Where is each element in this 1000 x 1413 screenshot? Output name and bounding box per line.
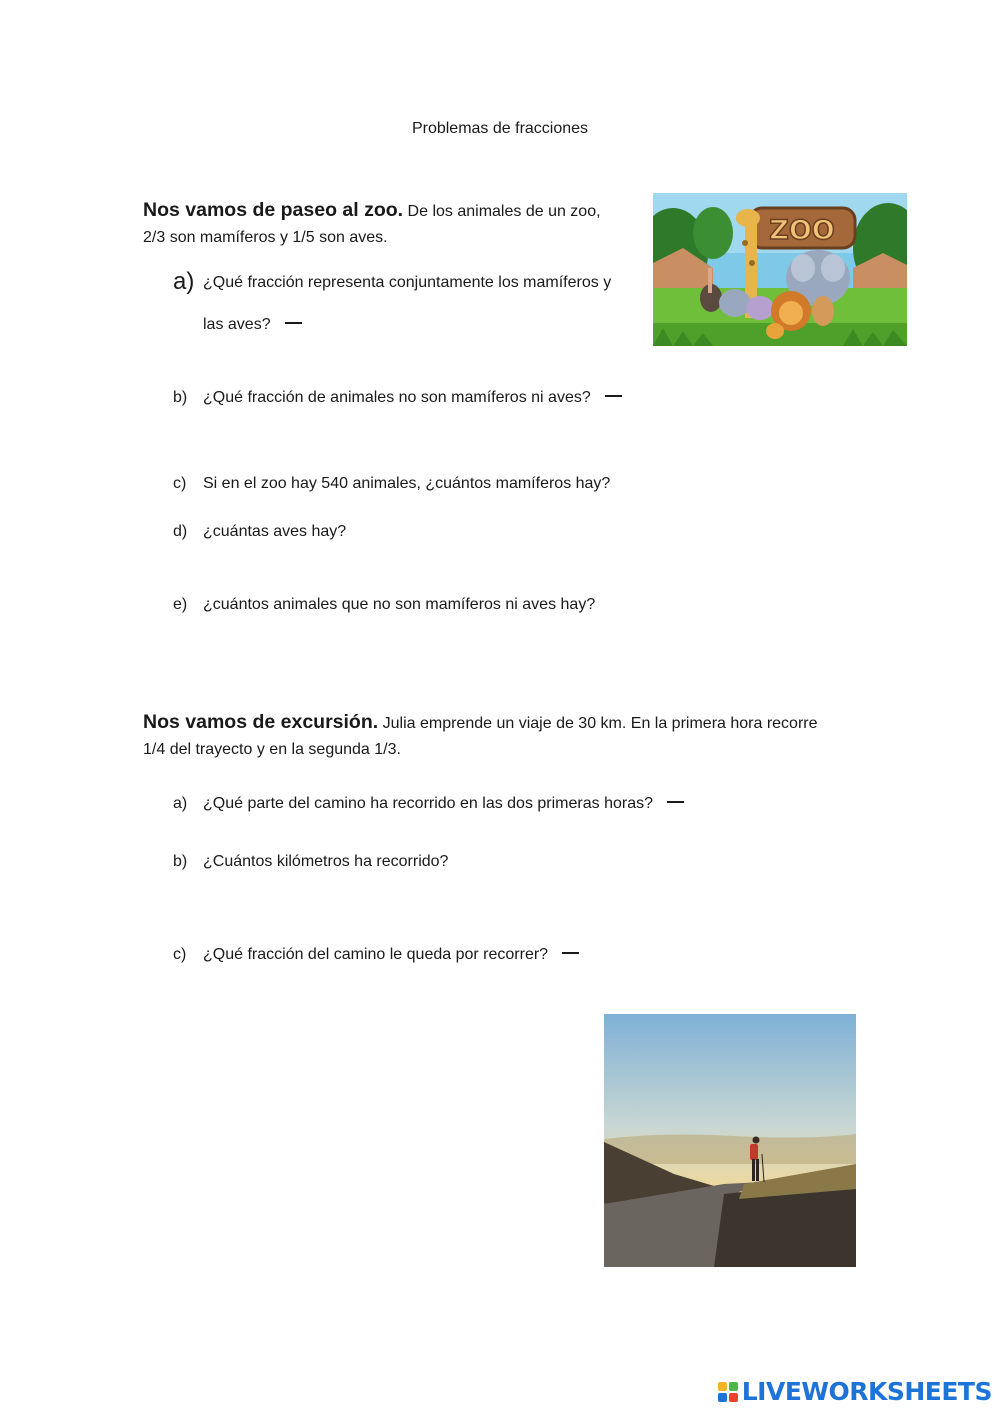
zoo-question-e-text: ¿cuántos animales que no son mamíferos ni aves hay?	[203, 596, 596, 613]
page-title: Problemas de fracciones	[411, 120, 589, 137]
brand-name: LIVEWORKSHEETS	[741, 1377, 992, 1406]
zoo-question-c-label: c)	[173, 475, 187, 492]
trip-question-c-text: ¿Qué fracción del camino le queda por recorrer?	[203, 946, 549, 963]
trip-question-b-text: ¿Cuántos kilómetros ha recorrido?	[203, 853, 449, 870]
zoo-question-d	[0, 523, 1000, 545]
zoo-answer-a-blank[interactable]	[285, 322, 302, 324]
trip-intro-line1: Julia emprende un viaje de 30 km. En la primera hora recorre	[382, 715, 818, 732]
zoo-heading: Nos vamos de paseo al zoo.	[143, 199, 404, 221]
zoo-question-a-label: a)	[173, 268, 195, 295]
zoo-question-d-text: ¿cuántas aves hay?	[203, 523, 347, 540]
trip-question-c	[0, 946, 1000, 968]
zoo-question-c-text: Si en el zoo hay 540 animales, ¿cuántos mamíferos hay?	[203, 475, 611, 492]
hiker-image	[604, 1014, 856, 1267]
zoo-question-c	[0, 475, 1000, 497]
zoo-question-a-text-line1: ¿Qué fracción representa conjuntamente los mamíferos y	[203, 274, 612, 291]
zoo-question-b-text: ¿Qué fracción de animales no son mamíferos ni aves?	[203, 389, 591, 406]
zoo-intro	[143, 197, 601, 251]
zoo-answer-b-blank[interactable]	[605, 395, 622, 397]
trip-question-a-text: ¿Qué parte del camino ha recorrido en las dos primeras horas?	[203, 795, 653, 812]
liveworksheets-logo	[718, 1377, 992, 1406]
trip-answer-a-blank[interactable]	[667, 801, 684, 803]
trip-intro-line2: 1/4 del trayecto y en la segunda 1/3.	[143, 741, 401, 758]
zoo-question-e	[0, 596, 1000, 618]
trip-answer-c-blank[interactable]	[562, 952, 579, 954]
zoo-question-a	[0, 268, 1000, 335]
logo-tiles-icon	[718, 1382, 738, 1402]
zoo-sign-text: ZOO	[769, 215, 835, 246]
trip-question-a-label: a)	[173, 795, 188, 812]
zoo-question-a-text-line2: las aves?	[203, 316, 271, 333]
trip-intro	[143, 709, 818, 763]
zoo-intro-line2: 2/3 son mamíferos y 1/5 son aves.	[143, 229, 388, 246]
trip-question-b	[0, 853, 1000, 875]
zoo-question-b	[0, 389, 1000, 411]
zoo-intro-line1: De los animales de un zoo,	[407, 203, 601, 220]
zoo-question-e-label: e)	[173, 596, 188, 613]
zoo-question-d-label: d)	[173, 523, 188, 540]
trip-question-c-label: c)	[173, 946, 187, 963]
trip-question-b-label: b)	[173, 853, 188, 870]
trip-heading: Nos vamos de excursión.	[143, 711, 379, 733]
trip-question-a	[0, 795, 1000, 817]
zoo-question-b-label: b)	[173, 389, 188, 406]
